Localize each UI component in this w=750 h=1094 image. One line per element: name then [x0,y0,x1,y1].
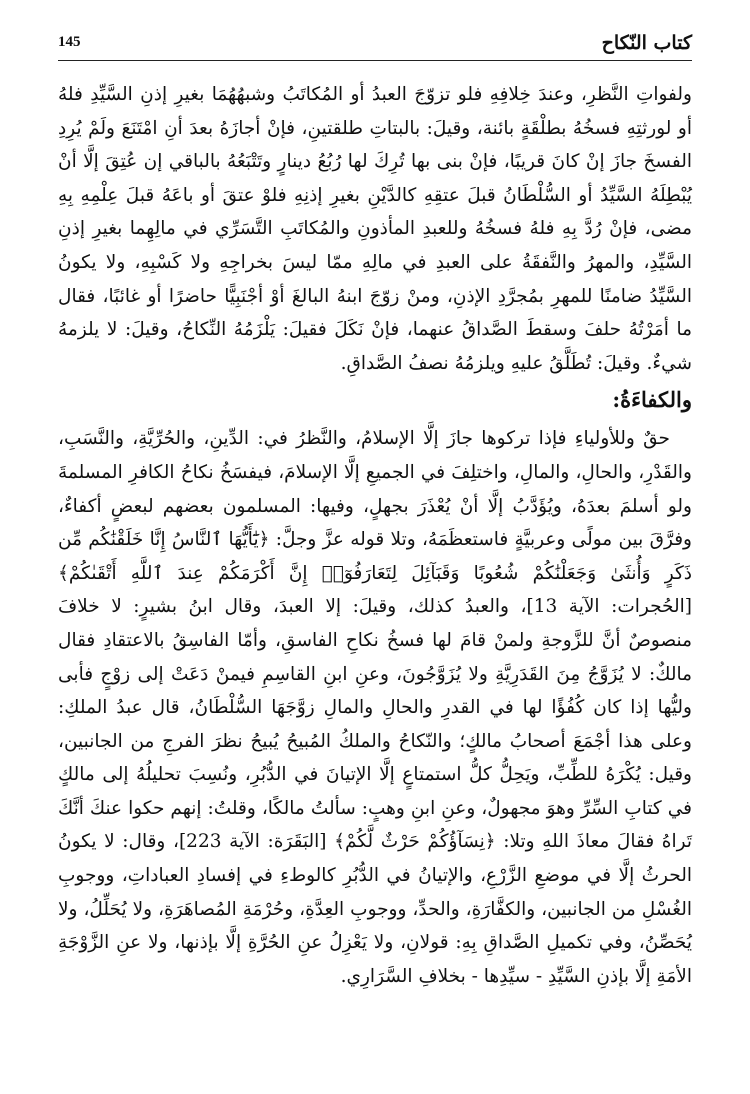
page-header [58,32,692,56]
body-paragraph: ولفواتِ النَّظرِ، وعندَ خِلافِهِ فلو تزوّجَ العبدُ أو المُكاتَبُ وشبهُهُمَا بغيرِ إذنِ السَّيِّدِ فلهُ أو لورثتِهِ فسخُهُ بطلْقَةٍ بائنة، وقيلَ: بالبتاتِ طلقتينِ، فإنْ أجازَهُ بعدَ أنِ امْتَنَعَ ولَمْ يُرِدِ الفسخَ جازَ إنْ كانَ قريبًا، فإنْ بنى بها تُرِكَ لها رُبُعُ دينارٍ وتَتْبَعُهُ بالباقي إن عُتِقَ إلَّا أنْ يُبْطِلَهُ السَّيِّدُ أو السُّلْطَانُ قبلَ عتقِهِ كالدَّيْنِ بغيرِ إذنِهِ فلوْ عتقَ أو باعَهُ قبلَ عِلْمِهِ بِهِ مضى، فإنْ رُدَّ بِهِ فلهُ فسخُهُ وللعبدِ المأذونِ والمُكاتَبِ التَّسَرِّي في مالِهِما بغيرِ إذنِ السَّيِّدِ، والمهرُ والنَّفقَةُ على العبدِ في مالِهِ ممّا ليسَ بخراجِهِ ولا كَسْبِهِ، ولا يكونُ السَّيِّدُ ضامنًا للمهرِ بمُجرَّدِ الإذنِ، ومنْ زوّجَ ابنهُ البالغَ أوْ أجْنَبِيًّا حاضرًا أو غائبًا، فقال ما أمَرْتُهُ حلفَ وسقطَ الصَّداقُ عنهما، فإنْ نَكَلَ فقيلَ: يَلْزَمُهُ النِّكاحُ، وقيلَ: لا يلزمهُ شيءٌ. وقيلَ: تُطَلَّقُ عليهِ ويلزمُهُ نصفُ الصَّداقِ. [58,84,692,374]
header-divider [58,60,692,61]
page-number: 145 [58,34,81,50]
body-paragraph: حقٌ وللأولياءِ فإذا تركوها جازَ إلَّا الإسلامُ، والنَّظرُ في: الدِّينِ، والحُرِّيَّةِ، والنَّسَبِ، والقَدْرِ، والحالِ، والمالِ، واختلِفَ في الجميعِ إلَّا الإسلامَ، فيفسَخُ نكاحُ الكافرِ المسلمةَ ولو أسلمَ بعدَهُ، ويُؤَدَّبُ إلَّا أنْ يُعْذَرَ بجهلٍ، وفيها: المسلمون بعضهم لبعضٍ أكفاءٌ، وفرَّقَ بين مولًى وعربيَّةٍ فاستعظَمَهُ، وتلا قوله عزَّ وجلَّ: ﴿يَٰٓأَيُّهَا ٱلنَّاسُ إِنَّا خَلَقْنَٰكُم مِّن ذَكَرٍ وَأُنثَىٰ وَجَعَلْنَٰكُمْ شُعُوبًا وَقَبَآئِلَ لِتَعَارَفُوٓا۟ إِنَّ أَكْرَمَكُمْ عِندَ ٱللَّهِ أَتْقَىٰكُمْ﴾ [الحُجرات: الآية 13]، والعبدُ كذلك، وقيلَ: إلا العبدَ، وقال ابنُ بشيرٍ: لا خلافَ منصوصٌ أنَّ للزَّوجةِ ولمنْ قامَ لها فسخُ نكاحِ الفاسقِ، وأمّا الفاسِقُ بالاعتقادِ فقال مالكٌ: لا يُزَوَّجُ مِنَ القَدَرِيَّةِ ولا يُزَوَّجُونَ، وعنِ ابنِ القاسِمِ فيمنْ دَعَتْ إلى زوْجٍ فأبى وليُّها إذا كان كُفُؤًا لها في القدرِ والحالِ والمالِ زوَّجَهَا السُّلْطَانُ، قال عبدُ الملكِ: وعلى هذا أجْمَعَ أصحابُ مالكٍ؛ والنّكاحُ والملكُ المُبيحُ يُبيحُ نظرَ الفرجِ من الجانبين، وقيل: يُكْرَهُ للطِّبِّ، ويَحِلُّ كلُّ استمتاعٍ إلَّا الإتيانَ في الدُّبُرِ، ونُسِبَ تحليلُهُ إلى مالكٍ في كتابِ السِّرِّ وهوَ مجهولٌ، وعنِ ابنِ وهبٍ: سألتُ مالكًا، وقلتُ: إنهم حكوا عنكَ أنَّكَ تَراهُ فقالَ معاذَ اللهِ وتلا: ﴿نِسَآؤُكُمْ حَرْثٌ لَّكُمْ﴾ [البَقَرَة: الآية 223]، وقال: لا يكونُ الحرثُ إلَّا في موضعِ الزَّرْعِ، والإتيانُ في الدُّبُرِ كالوطءِ في إفسادِ العباداتِ، ووجوبِ الغُسْلِ من الجانبين، والكفَّارَةِ، والحدِّ، ووجوبِ العِدَّةِ، وحُرْمَةِ المُصاهَرَةِ، ولا يُحَلِّلُ، ولا يُحَصِّنُ، وفي تكميلِ الصَّداقِ بِهِ: قولانِ، ولا يَعْزِلُ عنِ الحُرَّةِ إلَّا بإذنها، ولا عنِ الزَّوْجَةِ الأمَةِ إلَّا بإذنِ السَّيِّدِ - سيِّدِها - بخلافِ السَّرَارِي. [58,428,692,987]
running-title: كتاب النّكاح [601,32,692,54]
page-body [58,78,692,993]
section-heading: والكفاءَةُ: [612,387,692,413]
